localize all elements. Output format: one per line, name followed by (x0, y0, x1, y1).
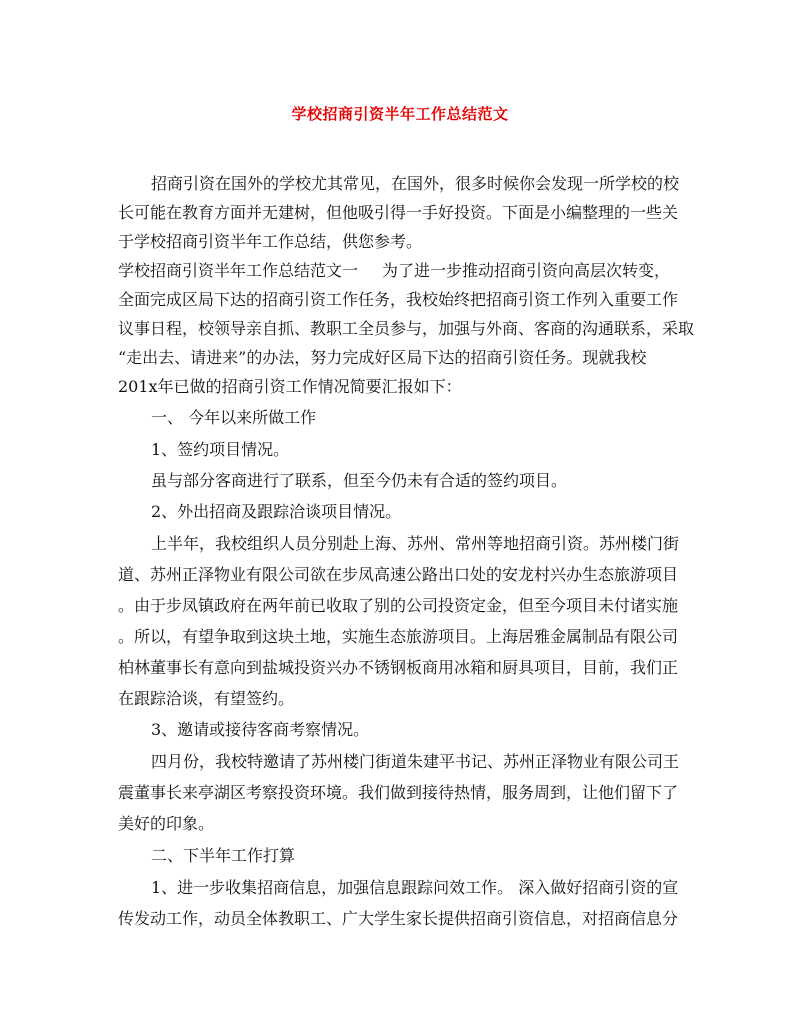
page-title: 学校招商引资半年工作总结范文 (291, 105, 509, 123)
paragraph-line: “走出去、请进来”的办法，努力完成好区局下达的招商引资任务。现就我校 (118, 348, 647, 367)
paragraph-line: 柏林董事长有意向到盐城投资兴办不锈钢板商用冰箱和厨具项目，目前，我们正 (118, 658, 679, 677)
section-heading: 一、 今年以来所做工作 (151, 408, 317, 427)
section-heading: 二、下半年工作打算 (151, 846, 296, 865)
paragraph-line: 。所以，有望争取到这块土地，实施生态旅游项目。上海居雅金属制品有限公司 (118, 627, 679, 646)
paragraph-line: 全面完成区局下达的招商引资工作任务，我校始终把招商引资工作列入重要工作 (118, 290, 679, 309)
subsection-heading: 1、签约项目情况。 (151, 440, 290, 459)
paragraph-line: 长可能在教育方面并无建树，但他吸引得一手好投资。下面是小编整理的一些关 (118, 203, 679, 222)
paragraph-start: 为了进一步推动招商引资向高层次转变， (382, 261, 671, 280)
section-heading-line (118, 257, 670, 285)
paragraph-line: 上半年，我校组织人员分别赴上海、苏州、常州等地招商引资。苏州楼门街 (151, 534, 680, 553)
paragraph-line: 四月份，我校特邀请了苏州楼门街道朱建平书记、苏州正泽物业有限公司王 (151, 752, 680, 771)
paragraph-line: 。由于步凤镇政府在两年前已收取了别的公司投资定金，但至今项目未付诸实施 (118, 596, 679, 615)
paragraph-line: 震董事长来亭湖区考察投资环境。我们做到接待热情，服务周到，让他们留下了 (118, 783, 679, 802)
paragraph-line: 201x年已做的招商引资工作情况简要汇报如下： (118, 377, 462, 396)
subsection-heading: 3、邀请或接待客商考察情况。 (151, 720, 370, 739)
paragraph-line: 议事日程，校领导亲自抓、教职工全员参与，加强与外商、客商的沟通联系，采取 (118, 319, 695, 338)
paragraph-line: 于学校招商引资半年工作总结，供您参考。 (118, 232, 423, 251)
paragraph-line: 在跟踪洽谈，有望签约。 (118, 689, 295, 708)
section-heading: 学校招商引资半年工作总结范文一 (118, 261, 359, 280)
subsection-heading: 2、外出招商及跟踪洽谈项目情况。 (151, 502, 402, 521)
paragraph-line: 道、苏州正泽物业有限公司欲在步凤高速公路出口处的安龙村兴办生态旅游项目 (118, 565, 679, 584)
paragraph-line: 虽与部分客商进行了联系，但至今仍未有合适的签约项目。 (151, 471, 568, 490)
paragraph-line: 招商引资在国外的学校尤其常见，在国外，很多时候你会发现一所学校的校 (151, 174, 680, 193)
paragraph-line: 传发动工作，动员全体教职工、广大学生家长提供招商引资信息，对招商信息分 (118, 909, 679, 928)
paragraph-line: 美好的印象。 (118, 814, 215, 833)
paragraph-line: 1、进一步收集招商信息，加强信息跟踪问效工作。 深入做好招商引资的宣 (151, 878, 679, 897)
